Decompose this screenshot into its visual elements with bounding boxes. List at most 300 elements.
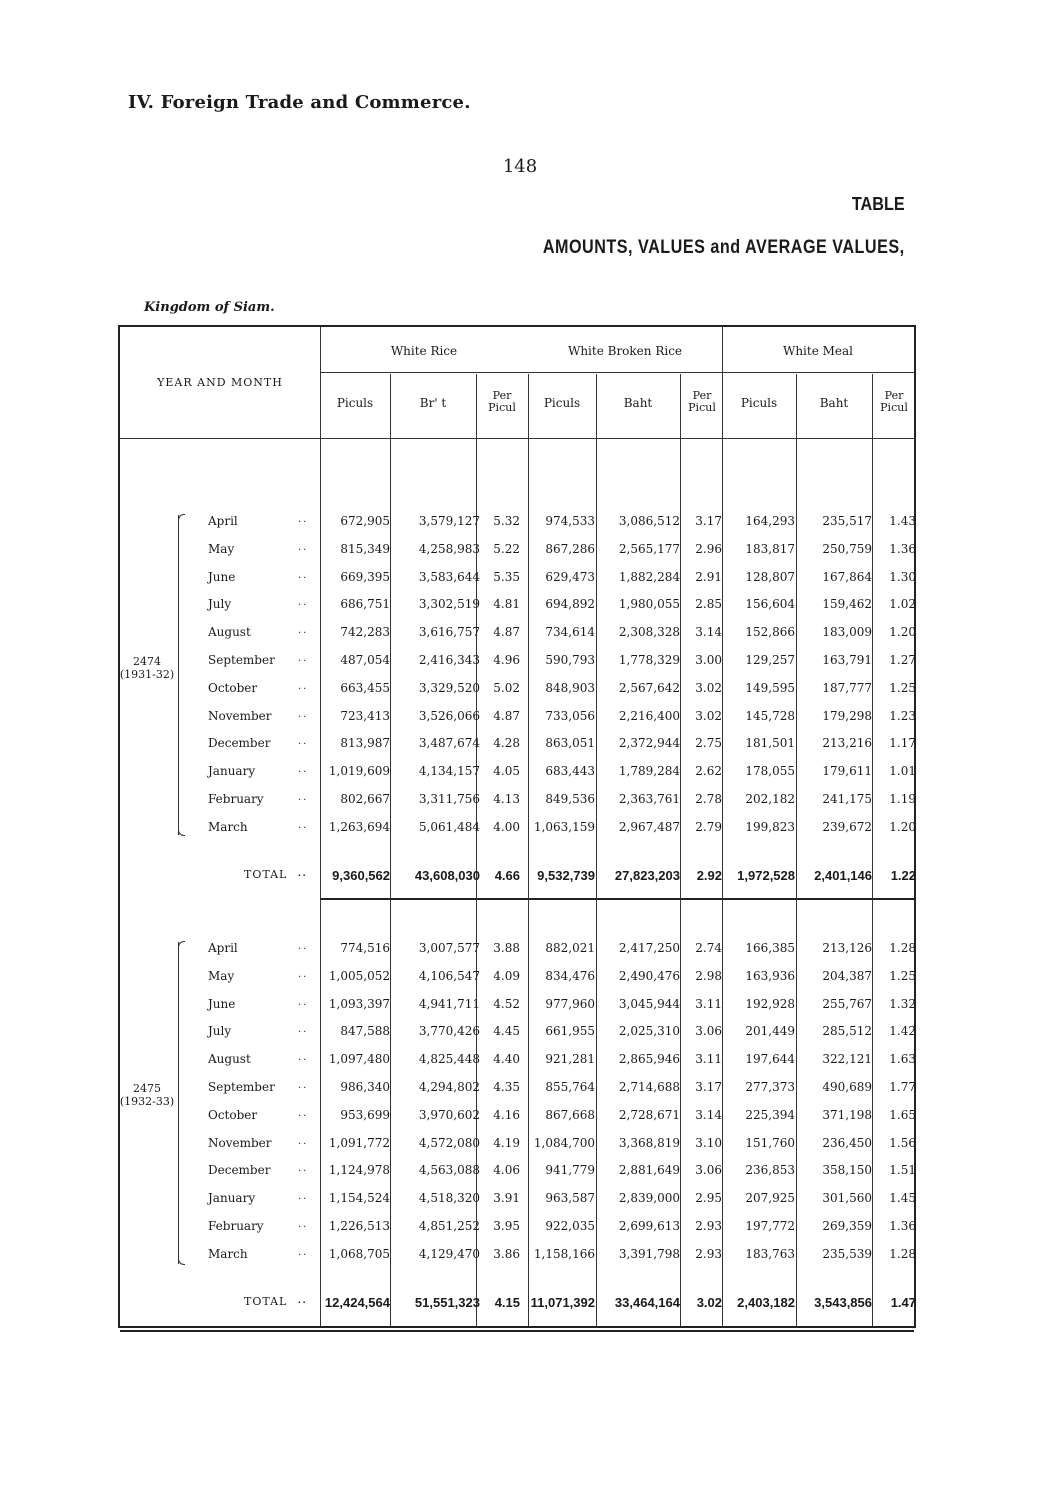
leader-dots: ..	[298, 968, 309, 980]
table-cell: 4,851,252	[418, 1219, 480, 1233]
table-cell: 202,182	[745, 792, 795, 806]
table-cell: 3,487,674	[418, 736, 480, 751]
table-cell: 167,864	[822, 569, 872, 584]
table-row	[0, 1247, 1040, 1267]
table-label: TABLE	[852, 194, 905, 214]
table-cell: 4.05	[493, 764, 520, 779]
table-cell: 5.35	[493, 569, 520, 584]
table-cell: 239,672	[822, 819, 872, 834]
table-cell: 5.32	[493, 514, 520, 528]
table-cell: 2,967,487	[618, 819, 680, 834]
table-cell: 1,019,609	[328, 764, 390, 779]
table-row	[0, 570, 1040, 590]
table-cell: 179,298	[822, 708, 872, 723]
table-cell: 4.28	[493, 736, 520, 751]
table-cell: 1,980,055	[618, 597, 680, 612]
table-cell: 734,614	[545, 625, 595, 640]
leader-dots: ..	[298, 941, 309, 952]
table-cell: 3,770,426	[418, 1024, 480, 1039]
table-cell: 921,281	[545, 1052, 595, 1067]
table-cell: 3,007,577	[418, 941, 480, 955]
table-cell: 1.30	[889, 569, 916, 584]
total-cell: 2,403,182	[737, 1295, 795, 1310]
table-cell: 1.20	[889, 625, 916, 640]
table-cell: 2,865,946	[618, 1052, 680, 1067]
table-cell: 4.13	[493, 792, 520, 806]
table-cell: 255,767	[822, 996, 872, 1011]
table-cell: 2,881,649	[618, 1163, 680, 1178]
table-row	[0, 764, 1040, 784]
leader-dots: ..	[298, 569, 309, 581]
table-cell: 145,728	[745, 708, 795, 723]
table-cell: 629,473	[545, 569, 595, 584]
table-cell: 4.81	[493, 597, 520, 612]
month-label: November	[208, 708, 272, 723]
month-label: August	[208, 625, 251, 640]
table-cell: 2.91	[695, 569, 722, 584]
table-title: AMOUNTS, VALUES and AVERAGE VALUES,	[543, 237, 905, 258]
table-cell: 815,349	[340, 541, 390, 556]
table-cell: 2,416,343	[418, 653, 480, 667]
table-cell: 733,056	[545, 708, 595, 723]
table-cell: 1.28	[889, 1246, 916, 1261]
table-row	[0, 1136, 1040, 1156]
header-group-rule	[320, 372, 914, 373]
table-cell: 201,449	[745, 1024, 795, 1039]
table-row	[0, 514, 1040, 534]
total-cell: 12,424,564	[324, 1295, 390, 1310]
table-cell: 1.01	[889, 764, 916, 779]
month-label: December	[208, 736, 271, 751]
table-cell: 1.43	[889, 514, 916, 528]
table-cell: 241,175	[822, 792, 872, 806]
table-cell: 3.06	[695, 1024, 722, 1039]
table-cell: 4,518,320	[418, 1191, 480, 1206]
page-number: 148	[502, 156, 538, 177]
table-cell: 183,009	[822, 625, 872, 640]
table-cell: 1,226,513	[328, 1219, 390, 1233]
table-cell: 3,391,798	[618, 1246, 680, 1261]
table-cell: 2,372,944	[618, 736, 680, 751]
table-cell: 2,728,671	[618, 1107, 680, 1122]
month-label: October	[208, 1107, 258, 1122]
table-cell: 236,450	[822, 1135, 872, 1150]
table-cell: 235,517	[822, 514, 872, 528]
table-cell: 694,892	[545, 597, 595, 612]
table-cell: 2.93	[695, 1219, 722, 1233]
table-cell: 723,413	[340, 708, 390, 723]
group-header-white-rice: White Rice	[390, 344, 458, 358]
table-cell: 2.78	[695, 792, 722, 806]
table-cell: 1,263,694	[328, 819, 390, 834]
table-cell: 1,154,524	[328, 1191, 390, 1206]
leader-dots: ..	[298, 1191, 309, 1203]
table-cell: 4,134,157	[418, 764, 480, 779]
group-header-white-broken-rice: White Broken Rice	[567, 344, 683, 358]
table-cell: 322,121	[822, 1052, 872, 1067]
table-cell: 774,516	[340, 941, 390, 955]
table-cell: 4,258,983	[418, 541, 480, 556]
table-cell: 1,068,705	[328, 1246, 390, 1261]
table-cell: 3,302,519	[418, 597, 480, 612]
table-cell: 3,616,757	[418, 625, 480, 640]
table-cell: 178,055	[745, 764, 795, 779]
table-cell: 159,462	[822, 597, 872, 612]
table-cell: 213,216	[822, 736, 872, 751]
leader-dots: ..	[298, 680, 309, 692]
table-cell: 3.11	[695, 1052, 722, 1067]
month-label: September	[208, 653, 275, 667]
month-label: April	[208, 941, 238, 955]
table-cell: 1,778,329	[618, 653, 680, 667]
table-cell: 3,526,066	[418, 708, 480, 723]
leader-dots: ..	[298, 541, 309, 553]
month-label: February	[208, 792, 264, 806]
leader-dots: ..	[298, 868, 308, 879]
leader-dots: ..	[298, 1135, 309, 1147]
table-cell: 149,595	[745, 680, 795, 695]
table-cell: 4,572,080	[418, 1135, 480, 1150]
table-cell: 2.93	[695, 1246, 722, 1261]
table-cell: 1.25	[889, 680, 916, 695]
table-cell: 1.42	[889, 1024, 916, 1039]
leader-dots: ..	[298, 1295, 308, 1306]
table-cell: 867,668	[545, 1107, 595, 1122]
table-cell: 179,611	[822, 764, 872, 779]
leader-dots: ..	[298, 792, 309, 803]
table-row	[0, 709, 1040, 729]
table-cell: 156,604	[745, 597, 795, 612]
table-cell: 3.91	[493, 1191, 520, 1206]
total-cell: 2,401,146	[814, 868, 872, 883]
month-label: June	[208, 569, 236, 584]
year-label-line2: (1931-32)	[119, 668, 175, 681]
year-label-line1: 2475	[133, 1082, 161, 1095]
table-cell: 922,035	[545, 1219, 595, 1233]
total-row	[0, 868, 1040, 888]
total-cell: 9,360,562	[332, 868, 390, 883]
table-cell: 1.51	[889, 1163, 916, 1178]
table-cell: 1.65	[889, 1107, 916, 1122]
table-row	[0, 1108, 1040, 1128]
table-cell: 164,293	[745, 514, 795, 528]
col-header-piculs: Piculs	[740, 396, 778, 410]
table-cell: 490,689	[822, 1080, 872, 1094]
table-cell: 855,764	[545, 1080, 595, 1094]
month-label: January	[208, 1191, 256, 1206]
table-cell: 2,699,613	[618, 1219, 680, 1233]
table-cell: 1,882,284	[618, 569, 680, 584]
table-cell: 1.28	[889, 941, 916, 955]
table-cell: 1.17	[889, 736, 916, 751]
table-cell: 128,807	[745, 569, 795, 584]
table-cell: 1.45	[889, 1191, 916, 1206]
leader-dots: ..	[298, 1080, 309, 1091]
month-label: November	[208, 1135, 272, 1150]
table-row	[0, 792, 1040, 812]
table-cell: 225,394	[745, 1107, 795, 1122]
table-row	[0, 625, 1040, 645]
month-label: January	[208, 764, 256, 779]
table-cell: 847,588	[340, 1024, 390, 1039]
table-cell: 941,779	[545, 1163, 595, 1178]
table-cell: 1.23	[889, 708, 916, 723]
table-cell: 152,866	[745, 625, 795, 640]
table-cell: 204,387	[822, 968, 872, 983]
table-cell: 2.75	[695, 736, 722, 751]
leader-dots: ..	[298, 625, 309, 637]
leader-dots: ..	[298, 1219, 309, 1230]
table-cell: 953,699	[340, 1107, 390, 1122]
leader-dots: ..	[298, 1052, 309, 1064]
table-cell: 4,825,448	[418, 1052, 480, 1067]
table-cell: 2,216,400	[618, 708, 680, 723]
table-cell: 183,817	[745, 541, 795, 556]
table-row	[0, 1191, 1040, 1211]
table-row	[0, 941, 1040, 961]
total-cell: 2.92	[696, 868, 722, 883]
table-cell: 1.25	[889, 968, 916, 983]
leader-dots: ..	[298, 597, 309, 609]
year-brace	[178, 942, 187, 1264]
total-1-rule	[320, 898, 914, 900]
table-cell: 882,021	[545, 941, 595, 955]
month-label: June	[208, 996, 236, 1011]
table-cell: 3.11	[695, 996, 722, 1011]
table-cell: 3.14	[695, 1107, 722, 1122]
table-cell: 3,583,644	[418, 569, 480, 584]
section-heading: IV. Foreign Trade and Commerce.	[128, 92, 471, 113]
table-cell: 4.52	[493, 996, 520, 1011]
table-cell: 207,925	[745, 1191, 795, 1206]
table-cell: 802,667	[340, 792, 390, 806]
table-cell: 4.16	[493, 1107, 520, 1122]
leader-dots: ..	[298, 1246, 309, 1258]
table-cell: 4.87	[493, 625, 520, 640]
table-cell: 277,373	[745, 1080, 795, 1094]
table-cell: 3.02	[695, 708, 722, 723]
table-cell: 1,084,700	[533, 1135, 595, 1150]
table-cell: 813,987	[340, 736, 390, 751]
table-cell: 213,126	[822, 941, 872, 955]
table-cell: 250,759	[822, 541, 872, 556]
table-cell: 977,960	[545, 996, 595, 1011]
table-row	[0, 597, 1040, 617]
table-cell: 3.00	[695, 653, 722, 667]
table-cell: 2,490,476	[618, 968, 680, 983]
table-cell: 1,005,052	[328, 968, 390, 983]
year-label-line2: (1932-33)	[119, 1095, 175, 1108]
table-cell: 3.10	[695, 1135, 722, 1150]
table-cell: 371,198	[822, 1107, 872, 1122]
table-cell: 848,903	[545, 680, 595, 695]
table-cell: 3,368,819	[618, 1135, 680, 1150]
table-cell: 3,045,944	[618, 996, 680, 1011]
table-row	[0, 1052, 1040, 1072]
table-cell: 742,283	[340, 625, 390, 640]
table-cell: 2,839,000	[618, 1191, 680, 1206]
table-cell: 1,124,978	[328, 1163, 390, 1178]
month-label: March	[208, 819, 248, 834]
month-label: May	[208, 541, 235, 556]
leader-dots: ..	[298, 514, 309, 525]
table-cell: 269,359	[822, 1219, 872, 1233]
table-cell: 834,476	[545, 968, 595, 983]
table-row	[0, 820, 1040, 840]
table-cell: 236,853	[745, 1163, 795, 1178]
table-cell: 4.00	[493, 819, 520, 834]
table-row	[0, 653, 1040, 673]
table-cell: 5.02	[493, 680, 520, 695]
col-header-baht: Br' t	[419, 396, 447, 410]
table-cell: 1.63	[889, 1052, 916, 1067]
month-label: May	[208, 968, 235, 983]
year-label-line1: 2474	[133, 655, 161, 668]
table-cell: 197,772	[745, 1219, 795, 1233]
total-cell: 3.02	[696, 1295, 722, 1310]
total-cell: 27,823,203	[614, 868, 680, 883]
leader-dots: ..	[298, 764, 309, 776]
table-cell: 1.36	[889, 541, 916, 556]
table-cell: 129,257	[745, 653, 795, 667]
table-cell: 1,789,284	[618, 764, 680, 779]
table-cell: 2,417,250	[618, 941, 680, 955]
table-cell: 963,587	[545, 1191, 595, 1206]
total-cell: 51,551,323	[414, 1295, 480, 1310]
table-cell: 974,533	[545, 514, 595, 528]
month-label: December	[208, 1163, 271, 1178]
header-bottom-rule	[120, 438, 914, 439]
table-cell: 1,158,166	[533, 1246, 595, 1261]
col-header-baht: Baht	[623, 396, 653, 410]
region-label: Kingdom of Siam.	[144, 300, 275, 315]
total-cell: 4.66	[494, 868, 520, 883]
table-cell: 1.27	[889, 653, 916, 667]
total-label: TOTAL	[244, 868, 288, 881]
leader-dots: ..	[298, 736, 309, 748]
total-row	[0, 1295, 1040, 1315]
table-row	[0, 997, 1040, 1017]
table-cell: 183,763	[745, 1246, 795, 1261]
month-label: April	[208, 514, 238, 528]
total-cell: 1,972,528	[737, 868, 795, 883]
table-cell: 197,644	[745, 1052, 795, 1067]
table-cell: 4,294,802	[418, 1080, 480, 1094]
table-cell: 166,385	[745, 941, 795, 955]
table-cell: 5.22	[493, 541, 520, 556]
table-cell: 3.06	[695, 1163, 722, 1178]
table-row	[0, 736, 1040, 756]
table-cell: 4.35	[493, 1080, 520, 1094]
leader-dots: ..	[298, 819, 309, 831]
total-cell: 33,464,164	[614, 1295, 680, 1310]
leader-dots: ..	[298, 1107, 309, 1119]
table-cell: 1.56	[889, 1135, 916, 1150]
table-cell: 358,150	[822, 1163, 872, 1178]
table-cell: 4.96	[493, 653, 520, 667]
leader-dots: ..	[298, 653, 309, 664]
table-cell: 2,714,688	[618, 1080, 680, 1094]
total-label: TOTAL	[244, 1295, 288, 1308]
table-cell: 3,086,512	[618, 514, 680, 528]
table-cell: 4.87	[493, 708, 520, 723]
table-cell: 2,363,761	[618, 792, 680, 806]
month-label: July	[208, 597, 232, 612]
table-cell: 849,536	[545, 792, 595, 806]
table-cell: 2.98	[695, 968, 722, 983]
month-label: October	[208, 680, 258, 695]
table-cell: 2.74	[695, 941, 722, 955]
table-cell: 4.06	[493, 1163, 520, 1178]
table-cell: 3,329,520	[418, 680, 480, 695]
table-cell: 669,395	[340, 569, 390, 584]
table-cell: 2,565,177	[618, 541, 680, 556]
col-header-baht: Baht	[819, 396, 849, 410]
table-cell: 181,501	[745, 736, 795, 751]
table-cell: 3,970,602	[418, 1107, 480, 1122]
table-row	[0, 542, 1040, 562]
col-header-piculs: Piculs	[543, 396, 581, 410]
leader-dots: ..	[298, 1024, 309, 1036]
table-cell: 4,563,088	[418, 1163, 480, 1178]
table-cell: 4,129,470	[418, 1246, 480, 1261]
table-cell: 487,054	[340, 653, 390, 667]
total-cell: 1.47	[890, 1295, 916, 1310]
table-cell: 3.17	[695, 514, 722, 528]
table-cell: 2,025,310	[618, 1024, 680, 1039]
table-cell: 3,579,127	[418, 514, 480, 528]
month-label: February	[208, 1219, 264, 1233]
table-cell: 661,955	[545, 1024, 595, 1039]
table-cell: 3.95	[493, 1219, 520, 1233]
table-cell: 986,340	[340, 1080, 390, 1094]
total-cell: 1.22	[890, 868, 916, 883]
table-row	[0, 969, 1040, 989]
month-label: September	[208, 1080, 275, 1094]
table-cell: 1,093,397	[328, 996, 390, 1011]
table-cell: 683,443	[545, 764, 595, 779]
table-cell: 3.14	[695, 625, 722, 640]
table-cell: 663,455	[340, 680, 390, 695]
leader-dots: ..	[298, 1163, 309, 1175]
table-cell: 867,286	[545, 541, 595, 556]
year-brace	[178, 515, 187, 835]
table-cell: 590,793	[545, 653, 595, 667]
table-cell: 4.45	[493, 1024, 520, 1039]
table-cell: 3.86	[493, 1246, 520, 1261]
table-row	[0, 1163, 1040, 1183]
table-cell: 4.09	[493, 968, 520, 983]
table-cell: 1.36	[889, 1219, 916, 1233]
table-row	[0, 681, 1040, 701]
table-cell: 1.19	[889, 792, 916, 806]
table-cell: 285,512	[822, 1024, 872, 1039]
group-header-white-meal: White Meal	[782, 344, 854, 358]
table-cell: 2.85	[695, 597, 722, 612]
month-label: August	[208, 1052, 251, 1067]
table-cell: 192,928	[745, 996, 795, 1011]
month-label: March	[208, 1246, 248, 1261]
table-cell: 2,308,328	[618, 625, 680, 640]
table-cell: 3,311,756	[418, 792, 480, 806]
table-cell: 3.02	[695, 680, 722, 695]
table-cell: 2.79	[695, 819, 722, 834]
col-header-per-picul: Per Picul	[488, 389, 516, 414]
leader-dots: ..	[298, 708, 309, 720]
table-cell: 1.32	[889, 996, 916, 1011]
table-cell: 863,051	[545, 736, 595, 751]
table-cell: 3.88	[493, 941, 520, 955]
